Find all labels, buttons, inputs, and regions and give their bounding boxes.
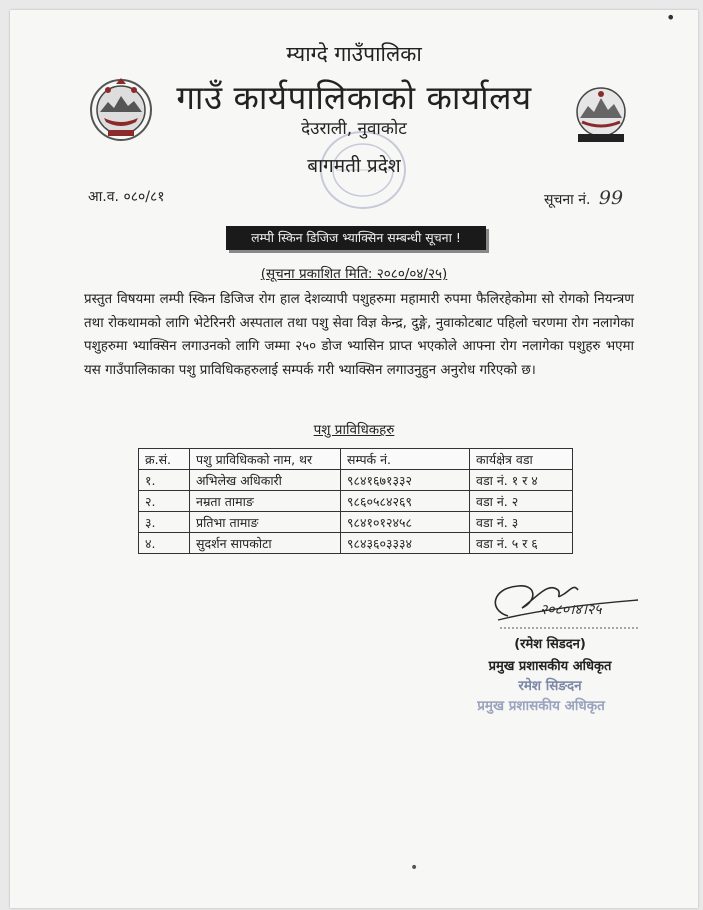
row-ward: वडा नं. ३ (470, 512, 573, 533)
scan-speck: • (666, 8, 676, 27)
row-contact: ९८४३६०३३३४ (341, 533, 470, 554)
row-serial: ४. (139, 533, 190, 554)
province-name: बागमती प्रदेश (307, 155, 401, 177)
table-row (139, 491, 573, 512)
notice-page (10, 10, 698, 908)
scan-speck: • (410, 860, 419, 876)
signature-scribble-icon (478, 570, 648, 632)
row-contact: ९८६०५८४२६९ (341, 491, 470, 512)
row-ward: वडा नं. २ (470, 491, 573, 512)
row-serial: १. (139, 470, 190, 491)
table-title: पशु प्राविधिकहरु (313, 422, 395, 438)
notice-number-line (544, 187, 623, 209)
stamp-signer-name: रमेश सिङदन (518, 678, 582, 694)
row-ward: वडा नं. ५ र ६ (470, 533, 573, 554)
signer-name: (रमेश सिडदन) (514, 637, 586, 652)
fiscal-year: आ.व. ०८०/८१ (88, 189, 165, 205)
table-row (139, 533, 573, 554)
notice-body: प्रस्तुत विषयमा लम्पी स्किन डिजिज रोग हाल देशव्यापी पशुहरुमा महामारी रुपमा फैलिरहेकोमा सो रोगको नियन्त्रण तथा रोकथामको लागि भेटेरिनरी अस्पताल तथा पशु सेवा विज्ञ केन्द्र, दुङ्गे, नुवाकोटबाट पहिलो चरणमा रोग नलागेका पशुहरुमा भ्याक्सिन लगाउनको लागि जम्मा २५० डोज भ्यासिन प्राप्त भएकोले आफ्ना रोग नलागेका पशुहरु भएमा यस गाउँपालिकाका पशु प्राविधिकहरुलाई सम्पर्क गरी भ्याक्सिन लगाउनुहुन अनुरोध गरिएको छ। (84, 292, 634, 378)
row-contact: ९८४१६७१३३२ (341, 470, 470, 491)
row-name: नम्रता तामाङ (190, 491, 341, 512)
row-serial: ३. (139, 512, 190, 533)
table-row (139, 470, 573, 491)
col-ward-header: कार्यक्षेत्र वडा (470, 449, 573, 470)
notice-number: 99 (598, 187, 624, 209)
table-row (139, 512, 573, 533)
publish-date (10, 264, 698, 282)
table-header-row (139, 449, 573, 470)
office-title: गाउँ कार्यपालिकाको कार्यालय (176, 78, 532, 117)
row-serial: २. (139, 491, 190, 512)
signer-title: प्रमुख प्रशासकीय अधिकृत (488, 659, 612, 674)
stamp-signer-title: प्रमुख प्रशासकीय अधिकृत (477, 698, 605, 714)
notice-number-label: सूचना नं. (544, 192, 591, 208)
row-name: प्रतिभा तामाङ (190, 512, 341, 533)
municipality-name: म्याग्दे गाउँपालिका (286, 42, 422, 66)
technician-table (138, 448, 573, 554)
row-name: अभिलेख अधिकारी (190, 470, 341, 491)
row-contact: ९८४१०१२४५८ (341, 512, 470, 533)
office-address: देउराली, नुवाकोट (301, 119, 407, 139)
col-name-header: पशु प्राविधिकको नाम, थर (190, 449, 341, 470)
col-contact-header: सम्पर्क नं. (341, 449, 470, 470)
notice-title-banner: लम्पी स्किन डिजिज भ्याक्सिन सम्बन्धी सूचना ! (226, 226, 486, 250)
row-name: सुदर्शन सापकोटा (190, 533, 341, 554)
col-serial-header: क्र.सं. (139, 449, 190, 470)
svg-text:२०८०।४।२५: २०८०।४।२५ (540, 602, 602, 618)
publish-date-text: (सूचना प्रकाशित मिति: २०८०/०४/२५) (260, 266, 448, 282)
row-ward: वडा नं. १ र ४ (470, 470, 573, 491)
